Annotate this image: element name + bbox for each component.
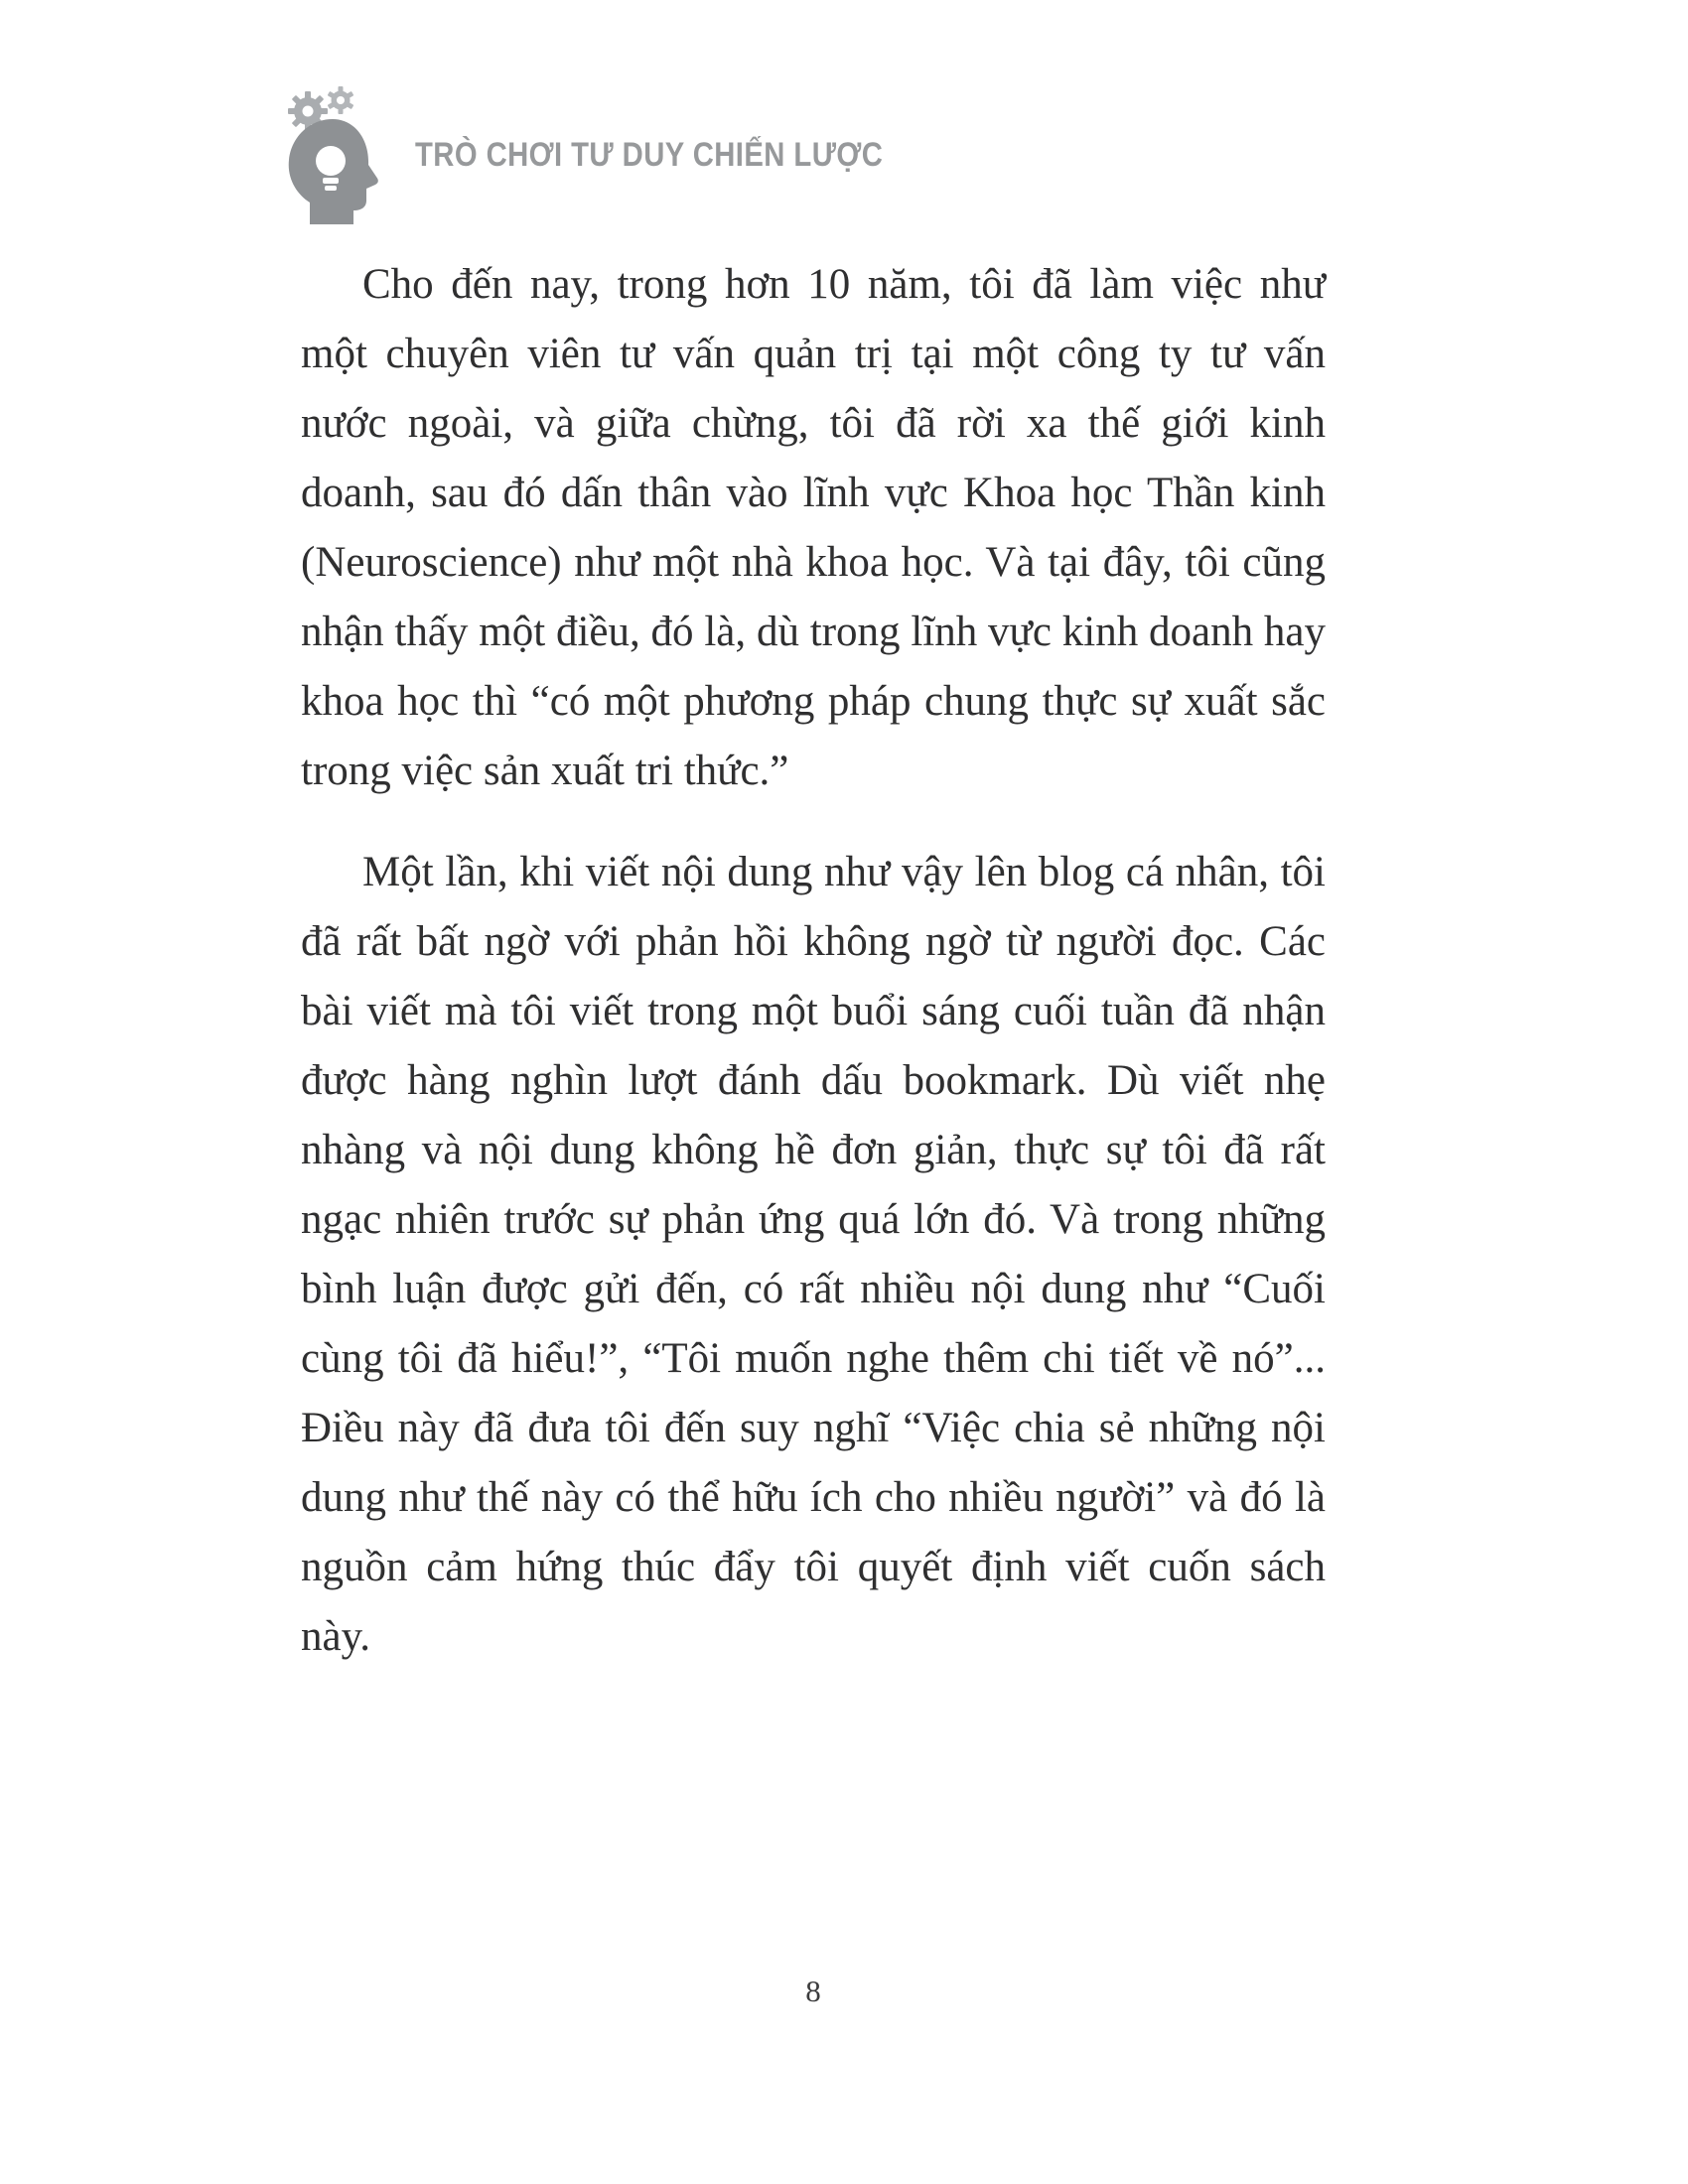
page-number: 8	[805, 1974, 821, 2008]
paragraph: Cho đến nay, trong hơn 10 năm, tôi đã làm việc như một chuyên viên tư vấn quản trị tại một công ty tư vấn nước ngoài, và giữa chừng, tôi đã rời xa thế giới kinh doanh, sau đó dấn thân vào lĩnh vực Khoa học Thần kinh (Neuroscience) như một nhà khoa học. Và tại đây, tôi cũng nhận thấy một điều, đó là, dù trong lĩnh vực kinh doanh hay khoa học thì “có một phương pháp chung thực sự xuất sắc trong việc sản xuất tri thức.”	[301, 261, 1326, 794]
paragraph: Một lần, khi viết nội dung như vậy lên blog cá nhân, tôi đã rất bất ngờ với phản hồi không ngờ từ người đọc. Các bài viết mà tôi viết trong một buổi sáng cuối tuần đã nhận được hàng nghìn lượt đánh dấu bookmark. Dù viết nhẹ nhàng và nội dung không hề đơn giản, thực sự tôi đã rất ngạc nhiên trước sự phản ứng quá lớn đó. Và trong những bình luận được gửi đến, có rất nhiều nội dung như “Cuối cùng tôi đã hiểu!”, “Tôi muốn nghe thêm chi tiết về nó”... Điều này đã đưa tôi đến suy nghĩ “Việc chia sẻ những nội dung như thế này có thể hữu ích cho nhiều người” và đó là nguồn cảm hứng thúc đẩy tôi quyết định viết cuốn sách này.	[301, 849, 1326, 1660]
page-body	[301, 250, 1326, 1704]
head-gears-lightbulb-icon	[276, 85, 393, 224]
page-header	[276, 85, 959, 224]
book-title: TRÒ CHƠI TƯ DUY CHIẾN LƯỢC	[415, 135, 884, 174]
page-footer	[301, 1974, 1326, 2009]
